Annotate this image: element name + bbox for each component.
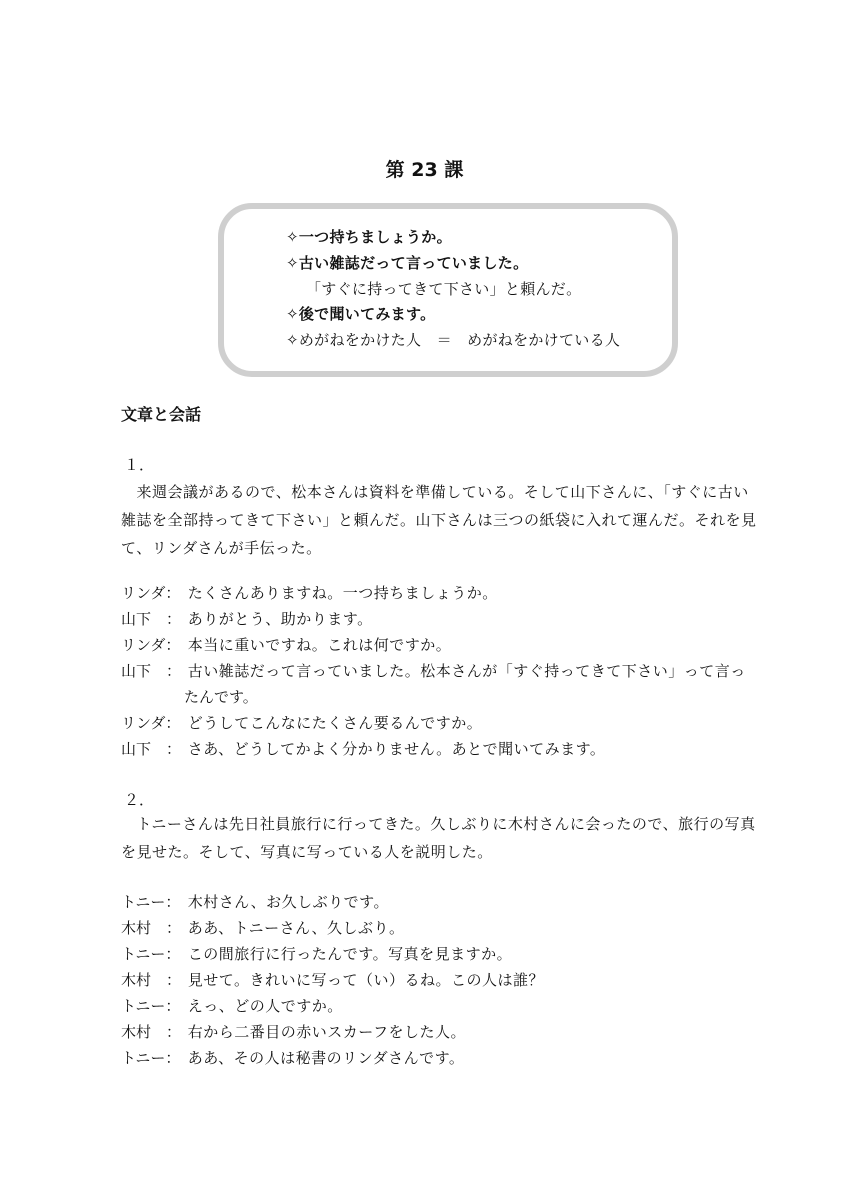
dialogue-row <box>121 658 746 684</box>
dialogue-row <box>121 736 605 762</box>
grammar-point: ✧後で聞いてみます。 <box>286 305 436 323</box>
dialogue-row <box>121 889 389 915</box>
speaker: 木村 ： <box>121 919 182 937</box>
dialogue-row <box>121 915 404 941</box>
paragraph-line: 雑誌を全部持ってきて下さい」と頼んだ。山下さんは三つの紙袋に入れて運んだ。それを見 <box>121 511 757 529</box>
part-number: ２． <box>124 791 155 809</box>
dialogue-line: この間旅行に行ったんです。写真を見ますか。 <box>187 945 513 963</box>
dialogue-row <box>121 580 498 606</box>
dialogue-line: さあ、どうしてかよく分かりません。あとで聞いてみます。 <box>187 740 606 758</box>
dialogue-row <box>121 993 343 1019</box>
paragraph-line: 来週会議があるので、松本さんは資料を準備している。そして山下さんに、「すぐに古い <box>121 483 749 501</box>
dialogue-line: ああ、その人は秘書のリンダさんです。 <box>187 1049 465 1067</box>
paragraph-line: トニーさんは先日社員旅行に行ってきた。久しぶりに木村さんに会ったので、旅行の写真 <box>121 815 756 833</box>
speaker: リンダ： <box>121 636 181 654</box>
paragraph <box>121 810 756 866</box>
section-heading: 文章と会話 <box>121 405 202 424</box>
dialogue-line: 古い雑誌だって言っていました。松本さんが「すぐ持ってきて下さい」って言っ <box>187 662 746 680</box>
speaker: トニー： <box>121 997 181 1015</box>
dialogue-row <box>121 967 544 993</box>
dialogue-row <box>121 1045 464 1071</box>
grammar-point: ✧一つ持ちましょうか。 <box>286 228 452 246</box>
speaker: 山下 ： <box>121 740 182 758</box>
speaker: トニー： <box>121 893 181 911</box>
dialogue-row <box>121 606 373 632</box>
speaker: 山下 ： <box>121 662 182 680</box>
dialogue-continuation: たんです。 <box>184 688 258 706</box>
dialogue-row <box>121 1019 466 1045</box>
dialogue-row <box>121 710 482 736</box>
dialogue-line: ああ、トニーさん、久しぶり。 <box>187 919 405 937</box>
speaker: 山下 ： <box>121 610 182 628</box>
speaker: 木村 ： <box>121 971 182 989</box>
speaker: リンダ： <box>121 584 181 602</box>
dialogue-line: 木村さん、お久しぶりです。 <box>187 893 389 911</box>
dialogue-line: 右から二番目の赤いスカーフをした人。 <box>187 1023 467 1041</box>
lesson-title: 第 23 課 <box>385 159 464 181</box>
dialogue-line: ありがとう、助かります。 <box>187 610 373 628</box>
speaker: リンダ： <box>121 714 181 732</box>
paragraph <box>121 478 757 562</box>
dialogue-line: たくさんありますね。一つ持ちましょうか。 <box>187 584 498 602</box>
grammar-point: ✧古い雑誌だって言っていました。 <box>286 254 529 272</box>
part-number: １． <box>124 456 155 474</box>
dialogue-line: 本当に重いですね。これは何ですか。 <box>187 636 452 654</box>
speaker: トニー： <box>121 1049 181 1067</box>
dialogue-row <box>121 632 451 658</box>
paragraph-line: て、リンダさんが手伝った。 <box>121 539 322 557</box>
dialogue-line: どうしてこんなにたくさん要るんですか。 <box>187 714 483 732</box>
dialogue-row <box>121 941 512 967</box>
grammar-point: 「すぐに持ってきて下さい」と頼んだ。 <box>306 280 582 298</box>
paragraph-line: を見せた。そして、写真に写っている人を説明した。 <box>121 843 493 861</box>
dialogue-line: 見せて。きれいに写って（い）るね。この人は誰？ <box>187 971 544 989</box>
speaker: トニー： <box>121 945 181 963</box>
dialogue-line: えっ、どの人ですか。 <box>187 997 343 1015</box>
grammar-point: ✧めがねをかけた人 ＝ めがねをかけている人 <box>286 331 621 349</box>
speaker: 木村 ： <box>121 1023 182 1041</box>
